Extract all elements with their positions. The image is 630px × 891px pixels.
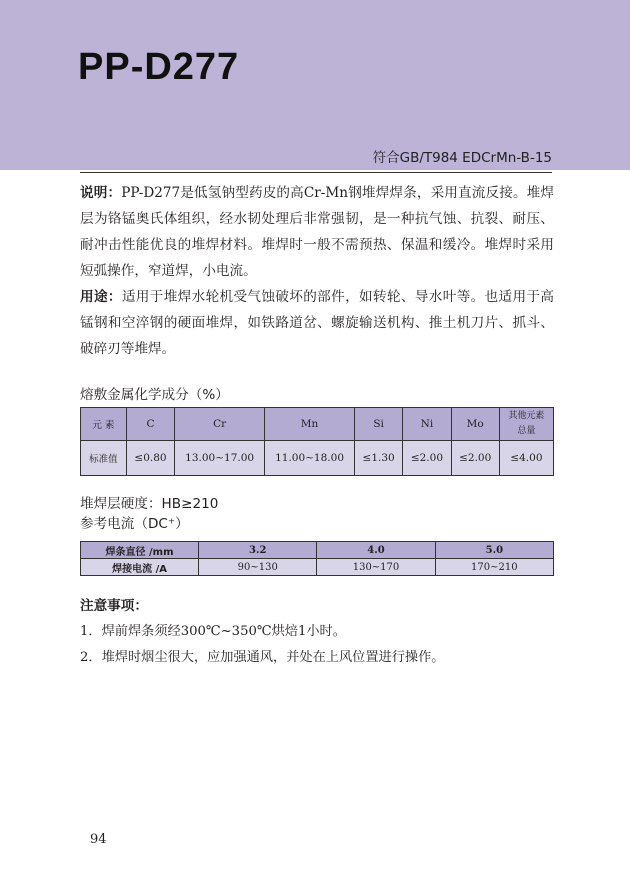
description-paragraph — [80, 180, 554, 284]
description-block — [80, 180, 554, 362]
table-header-cell: 元 素 — [81, 408, 127, 441]
table-header-row — [81, 542, 554, 559]
page-number: 94 — [90, 832, 107, 847]
hardness-text: 堆焊层硬度：HB≥210 — [80, 496, 219, 512]
table-header-cell: 4.0 — [317, 542, 435, 559]
chemistry-title: 熔敷金属化学成分（%） — [80, 387, 229, 403]
table-cell: 焊接电流 /A — [81, 559, 199, 576]
table-header-cell: Mo — [451, 408, 499, 441]
description-label: 说明： — [80, 185, 122, 201]
table-cell: ≤1.30 — [355, 441, 403, 476]
table-header-cell: Ni — [403, 408, 451, 441]
table-header-cell: 焊条直径 /mm — [81, 542, 199, 559]
table-cell: 170~210 — [435, 559, 553, 576]
header-rule — [80, 172, 552, 173]
table-header-cell: 其他元素总量 — [499, 408, 553, 441]
usage-text: 适用于堆焊水轮机受气蚀破坏的部件，如转轮、导水叶等。也适用于高锰钢和空淬钢的硬面堆焊，如铁路道岔、螺旋输送机构、推土机刀片、抓斗、破碎刃等堆焊。 — [80, 289, 555, 357]
table-header-cell: Cr — [175, 408, 265, 441]
table-cell: 130~170 — [317, 559, 435, 576]
table-cell: 标准值 — [81, 441, 127, 476]
table-cell: ≤0.80 — [126, 441, 174, 476]
table-header-cell: 5.0 — [435, 542, 553, 559]
table-cell: 11.00~18.00 — [265, 441, 355, 476]
usage-label: 用途： — [80, 289, 122, 305]
notes-title: 注意事项： — [80, 598, 148, 614]
table-cell: ≤4.00 — [499, 441, 553, 476]
description-text: PP-D277是低氢钠型药皮的高Cr-Mn钢堆焊焊条，采用直流反接。堆焊层为铬锰奥氏体组织，经水韧处理后非常强韧，是一种抗气蚀、抗裂、耐压、耐冲击性能优良的堆焊材料。堆焊时一般不需预热、保温和缓冷。堆焊时采用短弧操作，窄道焊，小电流。 — [80, 185, 555, 279]
usage-paragraph — [80, 284, 554, 362]
table-row — [81, 441, 554, 476]
page-title: PP-D277 — [78, 46, 240, 88]
current-title: 参考电流（DC⁺） — [80, 516, 189, 532]
table-row — [81, 559, 554, 576]
table-header-cell: 3.2 — [199, 542, 317, 559]
table-cell: 13.00~17.00 — [175, 441, 265, 476]
table-header-row — [81, 408, 554, 441]
table-cell: ≤2.00 — [451, 441, 499, 476]
chemistry-table — [80, 407, 554, 476]
note-item: 2．堆焊时烟尘很大，应加强通风，并处在上风位置进行操作。 — [80, 650, 445, 665]
table-header-cell: C — [126, 408, 174, 441]
table-header-cell: Mn — [265, 408, 355, 441]
table-cell: ≤2.00 — [403, 441, 451, 476]
note-item: 1．焊前焊条须经300℃~350℃烘焙1小时。 — [80, 624, 346, 639]
table-cell: 90~130 — [199, 559, 317, 576]
standard-reference: 符合GB/T984 EDCrMn-B-15 — [372, 150, 552, 166]
current-table — [80, 541, 554, 576]
table-header-cell: Si — [355, 408, 403, 441]
